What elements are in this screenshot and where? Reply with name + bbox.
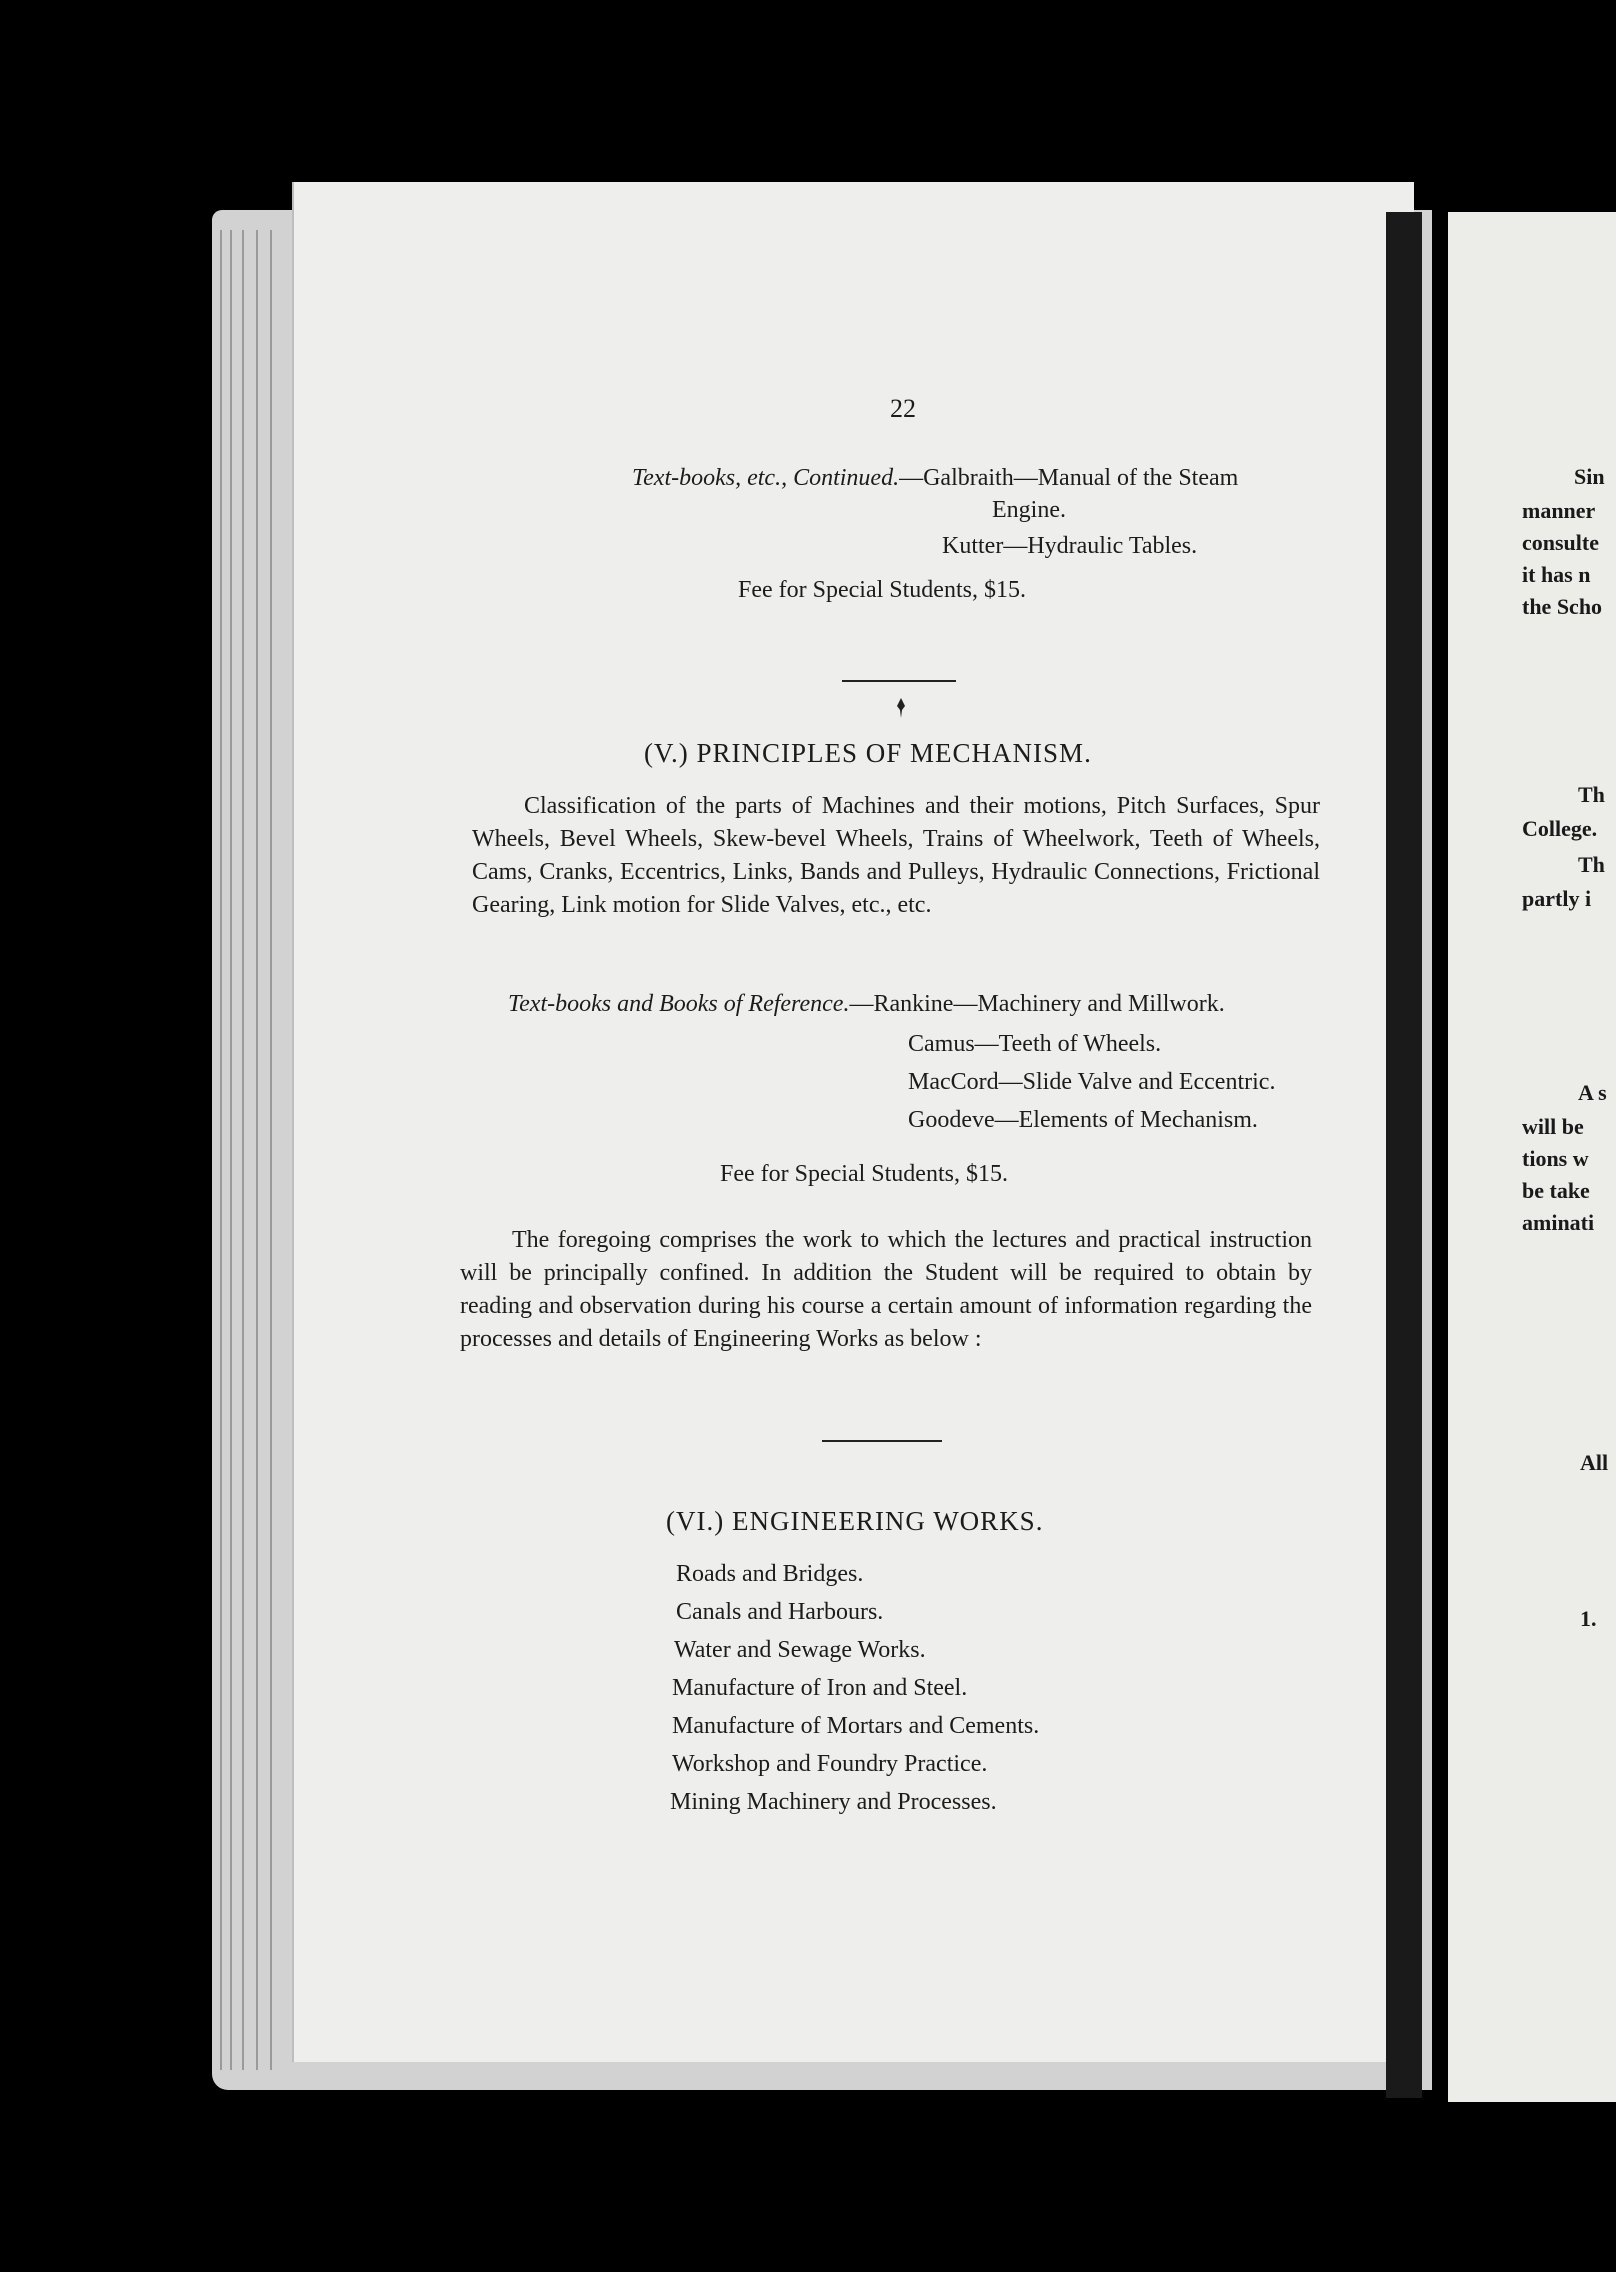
book-gutter xyxy=(1386,212,1422,2098)
facing-page-fragment: partly i xyxy=(1522,886,1592,911)
ornament-icon xyxy=(896,698,906,718)
fee-line: Fee for Special Students, $15. xyxy=(720,1161,1008,1187)
page-edge xyxy=(242,230,244,2070)
page-edge xyxy=(230,230,232,2070)
section-divider xyxy=(822,1440,942,1442)
works-item: Water and Sewage Works. xyxy=(674,1637,926,1663)
facing-page-fragment: Sin xyxy=(1574,464,1605,489)
facing-page-fragment: 1. xyxy=(1580,1606,1597,1631)
facing-page-fragment: aminati xyxy=(1522,1210,1595,1235)
closing-paragraph: The foregoing comprises the work to which the lectures and practical instruction will be principally confined. In addition the Student will be required to obtain by reading and observation during his course a certain amount of information regarding the processes and details of Engineering Works as below : xyxy=(460,1227,1312,1352)
book-entry: Camus—Teeth of Wheels. xyxy=(908,1031,1162,1057)
facing-page-fragment: will be xyxy=(1522,1114,1584,1139)
facing-page-fragment: it has n xyxy=(1522,562,1591,587)
book-entry: MacCord—Slide Valve and Eccentric. xyxy=(908,1069,1276,1095)
right-facing-page xyxy=(1448,212,1616,2102)
works-item: Manufacture of Iron and Steel. xyxy=(672,1675,968,1701)
textbook-entry: Kutter—Hydraulic Tables. xyxy=(942,533,1198,559)
page-edge xyxy=(270,230,272,2070)
facing-page-fragment: consulte xyxy=(1522,530,1599,555)
works-item: Manufacture of Mortars and Cements. xyxy=(672,1713,1040,1739)
textbooks-continued-line xyxy=(632,464,1238,492)
facing-page-fragment: College. xyxy=(1522,816,1598,841)
section-vi-heading: (VI.) ENGINEERING WORKS. xyxy=(666,1506,1044,1536)
facing-page-fragment: manner xyxy=(1522,498,1596,523)
page-edge xyxy=(256,230,258,2070)
facing-page-fragment: Th xyxy=(1578,782,1605,807)
textbook-entry: Engine. xyxy=(992,497,1066,523)
facing-page-fragment: be take xyxy=(1522,1178,1590,1203)
book-entry: Goodeve—Elements of Mechanism. xyxy=(908,1107,1258,1133)
page-edge xyxy=(220,230,222,2070)
facing-page-fragment: Th xyxy=(1578,852,1605,877)
works-item: Workshop and Foundry Practice. xyxy=(672,1751,988,1777)
textbooks-continued-label: Text-books, etc., Continued. xyxy=(632,465,900,491)
works-item: Roads and Bridges. xyxy=(676,1561,864,1587)
works-item: Mining Machinery and Processes. xyxy=(670,1789,997,1815)
page-number: 22 xyxy=(890,394,916,423)
section-v-heading: (V.) PRINCIPLES OF MECHANISM. xyxy=(644,738,1092,768)
section-divider xyxy=(842,680,956,682)
textbook-entry: —Galbraith—Manual of the Steam xyxy=(899,465,1239,491)
books-label: Text-books and Books of Reference. xyxy=(508,991,850,1017)
section-v-description: Classification of the parts of Machines and their motions, Pitch Surfaces, Spur Wheels, Bevel Wheels, Skew-bevel Wheels, Trains of Wheelwork, Teeth of Wheels, Cams, Cranks, Eccentrics, Links, Bands and Pulleys, Hydraulic Connections, Frictional Gearing, Link motion for Slide Valves, etc., etc. xyxy=(472,793,1320,918)
books-line xyxy=(508,990,1225,1018)
fee-line: Fee for Special Students, $15. xyxy=(738,577,1026,603)
facing-page-fragment: the Scho xyxy=(1522,594,1603,619)
facing-page-fragment: tions w xyxy=(1522,1146,1589,1171)
facing-page-fragment: A s xyxy=(1578,1080,1607,1105)
facing-page-fragment: All xyxy=(1580,1450,1609,1475)
book-entry: —Rankine—Machinery and Millwork. xyxy=(849,991,1225,1017)
works-item: Canals and Harbours. xyxy=(676,1599,884,1625)
